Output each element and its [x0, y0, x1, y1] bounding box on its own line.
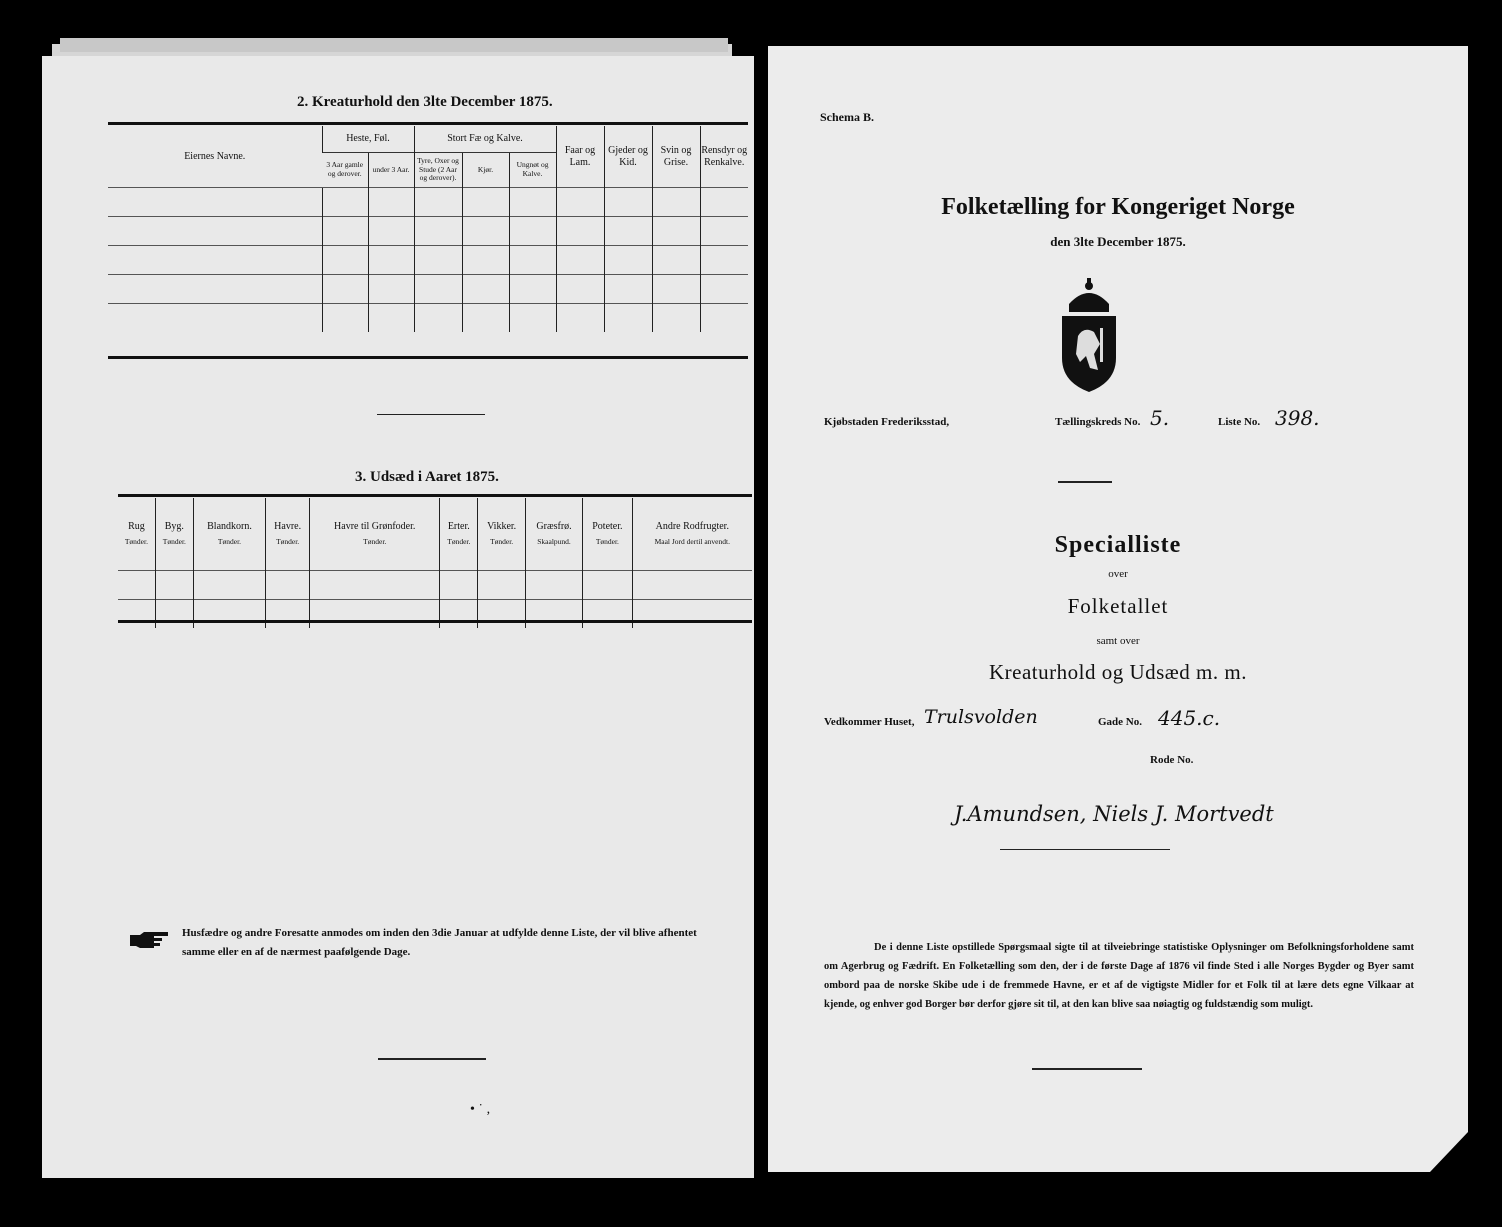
- table-cell: [155, 600, 193, 629]
- livestock-table: [108, 126, 748, 332]
- ink-marks: • ˙ ,: [470, 1102, 491, 1117]
- census-date: den 3lte December 1875.: [1050, 234, 1186, 249]
- seed-col-header: [118, 498, 155, 571]
- col-cattle-young: Ungnøt og Kalve.: [509, 153, 556, 188]
- explanation-paragraph: De i denne Liste opstillede Spørgsmaal sigte til at tilveiebringe statistiske Oplysninger om Befolkningsforholdene samt om Agerbrug og Fædrift. En Folketælling som den, der i de første Dage af 1876 vil finde Sted i alle Norges Bygder og Byer samt ombord paa de norske Skibe ude i de fremmede Havne, er et af de vigtigste Midler for et Folk til at lære dets egne Vilkaar at kjende, og enhver god Borger bør derfor gjøre sit til, at den kan blive saa nøiagtig og fuldstændig som muligt.: [824, 942, 1414, 1010]
- col-goats: Gjeder og Kid.: [604, 126, 652, 188]
- kjobstaden-label: Kjøbstaden Frederiksstad,: [824, 416, 950, 428]
- seed-col-unit: Tønder.: [490, 537, 514, 547]
- col-sheep: Faar og Lam.: [556, 126, 604, 188]
- table-cell: [478, 571, 526, 600]
- liste-label: Liste No.: [1218, 416, 1261, 428]
- tellingskreds-value: 5.: [1150, 406, 1170, 430]
- table-cell: [440, 571, 478, 600]
- seed-col-name: Blandkorn.: [207, 520, 252, 532]
- specialliste-title: Specialliste: [1054, 532, 1182, 558]
- seed-col-header: [632, 498, 752, 571]
- table-cell: [108, 217, 322, 246]
- col-horses-3yr: 3 Aar gamle og derover.: [322, 153, 368, 188]
- signature-line: [1000, 849, 1170, 850]
- folketallet-text: Folketallet: [1067, 594, 1169, 618]
- seed-col-unit: Tønder.: [124, 537, 148, 547]
- gade-value: 445.c.: [1158, 706, 1221, 730]
- table-cell: [193, 571, 265, 600]
- table-cell: [632, 571, 752, 600]
- table-cell: [266, 600, 310, 629]
- col-group-horses: Heste, Føl.: [322, 126, 414, 153]
- rode-label: Rode No.: [1150, 754, 1194, 766]
- col-reindeer: Rensdyr og Renkalve.: [700, 126, 748, 188]
- seed-col-header: [155, 498, 193, 571]
- liste-value: 398.: [1275, 406, 1320, 430]
- seed-col-unit: Tønder.: [276, 537, 300, 547]
- seed-col-name: Poteter.: [592, 520, 623, 532]
- table-cell: [583, 600, 632, 629]
- table-cell: [108, 188, 322, 217]
- samt-over-text: samt over: [1096, 635, 1140, 647]
- left-page: [42, 56, 754, 1178]
- col-group-cattle: Stort Fæ og Kalve.: [414, 126, 556, 153]
- seed-col-name: Havre til Grønfoder.: [334, 520, 416, 532]
- table-cell: [632, 600, 752, 629]
- table-cell: [440, 600, 478, 629]
- seed-col-name: Erter.: [447, 520, 470, 532]
- seed-col-unit: Skaalpund.: [537, 537, 571, 547]
- col-cattle-bulls: Tyre, Oxer og Stude (2 Aar og derover).: [414, 153, 462, 188]
- seed-col-header: [266, 498, 310, 571]
- right-page: [768, 46, 1468, 1172]
- seed-col-header: [525, 498, 582, 571]
- seed-table: [118, 498, 752, 628]
- table-bottom-rule: [108, 356, 748, 359]
- vedkommer-value: Trulsvolden: [924, 706, 1038, 728]
- table-cell: [193, 600, 265, 629]
- norway-coat-of-arms-icon: [1054, 278, 1124, 401]
- page-corner-fold: [1430, 1132, 1468, 1172]
- table-top-rule: [108, 122, 748, 125]
- col-pigs: Svin og Grise.: [652, 126, 700, 188]
- instruction-note: Husfædre og andre Foresatte anmodes om inden den 3die Januar at udfylde denne Liste, der vil blive afhentet samme eller en af de nærmest paafølgende Dage.: [182, 927, 697, 958]
- table-cell: [118, 571, 155, 600]
- table-cell: [478, 600, 526, 629]
- col-owner-name: Eiernes Navne.: [184, 150, 246, 162]
- kreaturhold-text: Kreaturhold og Udsæd m. m.: [989, 660, 1247, 684]
- table-cell: [108, 246, 322, 275]
- main-title: Folketælling for Kongeriget Norge: [941, 194, 1295, 220]
- table-cell: [155, 571, 193, 600]
- col-cattle-cows: Kjør.: [462, 153, 509, 188]
- seed-col-header: [440, 498, 478, 571]
- seed-col-name: Havre.: [274, 520, 302, 532]
- table-cell: [525, 571, 582, 600]
- seed-col-unit: Tønder.: [447, 537, 471, 547]
- seed-col-name: Vikker.: [487, 520, 517, 532]
- seed-col-name: Andre Rodfrugter.: [655, 520, 729, 532]
- table-cell: [108, 275, 322, 304]
- seed-col-unit: Tønder.: [595, 537, 619, 547]
- section3-title: 3. Udsæd i Aaret 1875.: [355, 469, 499, 485]
- seed-col-header: [583, 498, 632, 571]
- seed-col-header: [310, 498, 440, 571]
- seed-col-unit: Tønder.: [217, 537, 242, 547]
- schema-label: Schema B.: [820, 110, 874, 124]
- table-cell: [310, 600, 440, 629]
- table-cell: [266, 571, 310, 600]
- seed-col-header: [193, 498, 265, 571]
- pointing-hand-icon: [128, 929, 170, 954]
- section2-title: 2. Kreaturhold den 3lte December 1875.: [297, 94, 553, 110]
- seed-col-unit: Tønder.: [363, 537, 387, 547]
- divider: [1058, 481, 1112, 483]
- seed-col-name: Rug: [128, 520, 145, 532]
- seed-col-unit: Maal Jord dertil anvendt.: [654, 537, 730, 547]
- table-cell: [118, 600, 155, 629]
- seed-col-unit: Tønder.: [162, 537, 186, 547]
- tellingskreds-label: Tællingskreds No.: [1055, 416, 1141, 428]
- table-cell: [525, 600, 582, 629]
- seed-col-name: Byg.: [164, 520, 184, 532]
- divider: [1032, 1068, 1142, 1070]
- table-cell: [310, 571, 440, 600]
- divider: [377, 414, 485, 415]
- signature: J.Amundsen, Niels J. Mortvedt: [954, 802, 1274, 826]
- seed-col-name: Græsfrø.: [536, 520, 572, 532]
- table-cell: [108, 304, 322, 333]
- page-stack-edge: [60, 38, 728, 52]
- table-bottom-rule: [118, 620, 752, 623]
- gade-label: Gade No.: [1098, 716, 1142, 728]
- seed-col-header: [478, 498, 526, 571]
- vedkommer-label: Vedkommer Huset,: [824, 716, 915, 728]
- divider: [378, 1058, 486, 1060]
- over-text: over: [1108, 568, 1128, 580]
- col-horses-under3: under 3 Aar.: [368, 153, 414, 188]
- table-cell: [583, 571, 632, 600]
- table-top-rule: [118, 494, 752, 497]
